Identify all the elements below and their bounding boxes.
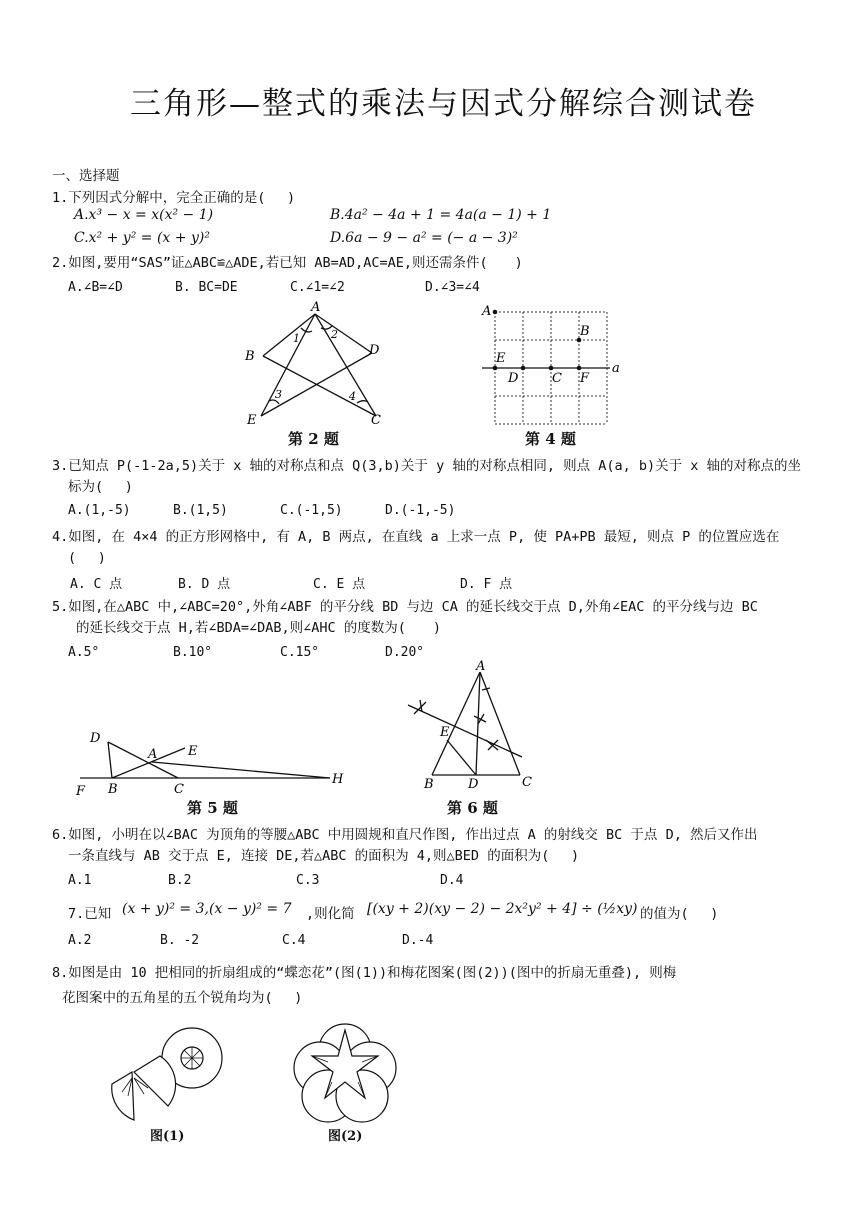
q7-option-a[interactable]: A.2: [68, 933, 92, 948]
segment-ah: [152, 762, 330, 778]
label-a: A: [482, 304, 492, 319]
q7-expression: [(xy + 2)(xy − 2) − 2x²y² + 4] ÷ (½xy): [367, 901, 638, 917]
label-e: E: [496, 351, 506, 366]
q7-option-c[interactable]: C.4: [282, 933, 306, 948]
q7-suffix: 的值为( ): [640, 906, 719, 922]
q4-stem-line1: 4.如图, 在 4×4 的正方形网格中, 有 A, B 两点, 在直线 a 上求一点 P, 使 PA+PB 最短, 则点 P 的位置应选在: [52, 529, 780, 545]
q5-option-d[interactable]: D.20°: [385, 645, 425, 660]
label-d: D: [508, 371, 519, 386]
arc-mark: [474, 714, 486, 724]
q4-option-d[interactable]: D. F 点: [460, 577, 513, 592]
q3-option-d[interactable]: D.(-1,-5): [385, 503, 456, 518]
q5-stem-line2: 的延长线交于点 H,若∠BDA=∠DAB,则∠AHC 的度数为( ): [76, 620, 442, 636]
point-f: [577, 366, 582, 371]
label-line-a: a: [612, 361, 620, 376]
figure-q4: [480, 300, 630, 430]
label-a: A: [476, 659, 486, 674]
segment-bc: [263, 356, 376, 416]
figure-q2-caption: 第 2 题: [288, 430, 339, 448]
figure-q2: [235, 298, 405, 448]
q6-option-b[interactable]: B.2: [168, 873, 192, 888]
point-d: [521, 366, 526, 371]
point-e: [493, 366, 498, 371]
q7-option-b[interactable]: B. -2: [160, 933, 200, 948]
label-d: D: [369, 343, 380, 358]
q5-option-b[interactable]: B.10°: [173, 645, 213, 660]
label-3: 3: [275, 388, 282, 401]
label-f: F: [76, 784, 86, 799]
q3-stem-line1: 3.已知点 P(-1-2a,5)关于 x 轴的对称点和点 Q(3,b)关于 y 轴的对称点相同, 则点 A(a, b)关于 x 轴的对称点的坐: [52, 458, 801, 474]
label-4: 4: [349, 390, 356, 403]
q3-option-a[interactable]: A.(1,-5): [68, 503, 131, 518]
label-c: C: [174, 782, 184, 797]
figure-q8-1: [100, 1020, 230, 1130]
label-c: C: [371, 413, 381, 428]
segment-ab: [263, 314, 315, 356]
label-e: E: [440, 725, 450, 740]
label-f: F: [580, 371, 590, 386]
segment-de: [447, 740, 476, 775]
q2-option-d[interactable]: D.∠3=∠4: [425, 280, 480, 295]
page-title: 三角形—整式的乘法与因式分解综合测试卷: [130, 86, 757, 122]
q5-stem-line1: 5.如图,在△ABC 中,∠ABC=20°,外角∠ABF 的平分线 BD 与边 CA 的延长线交于点 D,外角∠EAC 的平分线与边 BC: [52, 599, 758, 615]
label-b: B: [245, 349, 255, 364]
label-c: C: [522, 775, 532, 790]
q1-stem: 1.下列因式分解中，完全正确的是( ): [52, 190, 296, 206]
q6-option-d[interactable]: D.4: [440, 873, 464, 888]
section-heading: 一、选择题: [52, 168, 120, 184]
label-2: 2: [331, 328, 338, 341]
q3-stem-line2: 标为( ): [68, 479, 133, 495]
q4-option-c[interactable]: C. E 点: [313, 577, 366, 592]
label-1: 1: [293, 332, 300, 345]
label-e: E: [188, 744, 198, 759]
q4-option-b[interactable]: B. D 点: [178, 577, 231, 592]
label-h: H: [332, 772, 344, 787]
label-d: D: [468, 777, 479, 792]
q5-option-c[interactable]: C.15°: [280, 645, 320, 660]
label-c: C: [552, 371, 562, 386]
q1-option-b[interactable]: B.4a² − 4a + 1 = 4a(a − 1) + 1: [330, 207, 552, 223]
segment-db: [108, 742, 112, 778]
figure-q4-caption: 第 4 题: [525, 430, 576, 448]
q6-stem-line2: 一条直线与 AB 交于点 E, 连接 DE,若△ABC 的面积为 4,则△BED 的面积为( ): [68, 848, 580, 864]
q6-stem-line1: 6.如图, 小明在以∠BAC 为顶角的等腰△ABC 中用圆规和直尺作图, 作出过点 A 的射线交 BC 于点 D, 然后又作出: [52, 827, 758, 843]
point-c: [549, 366, 554, 371]
label-a: A: [148, 747, 158, 762]
figure-q6: [400, 660, 550, 795]
segment-ac: [480, 672, 520, 775]
label-b: B: [424, 777, 434, 792]
q6-option-c[interactable]: C.3: [296, 873, 320, 888]
q1-option-d[interactable]: D.6a − 9 − a² = (− a − 3)²: [330, 230, 518, 246]
figure-q8-2-caption: 图(2): [328, 1129, 363, 1144]
figure-q5: [70, 725, 360, 805]
segment-ab: [432, 672, 480, 775]
figure-q6-caption: 第 6 题: [447, 799, 498, 817]
q6-option-a[interactable]: A.1: [68, 873, 92, 888]
angle-4-arc: [357, 401, 368, 403]
label-a: A: [311, 300, 321, 315]
q2-stem: 2.如图,要用“SAS”证△ABC≌△ADE,若已知 AB=AD,AC=AE,则还需条件( ): [52, 255, 523, 271]
q4-option-a[interactable]: A. C 点: [70, 577, 123, 592]
segment-dc: [108, 742, 178, 778]
q2-option-a[interactable]: A.∠B=∠D: [68, 280, 123, 295]
q3-option-b[interactable]: B.(1,5): [173, 503, 228, 518]
figure-q5-caption: 第 5 题: [187, 799, 238, 817]
q2-option-c[interactable]: C.∠1=∠2: [290, 280, 345, 295]
label-d: D: [90, 731, 101, 746]
q1-option-c[interactable]: C.x² + y² = (x + y)²: [74, 230, 210, 246]
q3-option-c[interactable]: C.(-1,5): [280, 503, 343, 518]
q4-stem-line2: ( ): [68, 550, 106, 566]
q8-stem-line1: 8.如图是由 10 把相同的折扇组成的“蝶恋花”(图(1))和梅花图案(图(2))(图中的折扇无重叠), 则梅: [52, 965, 677, 981]
q7-condition: (x + y)² = 3,(x − y)² = 7: [122, 901, 292, 917]
q8-stem-line2: 花图案中的五角星的五个锐角均为( ): [62, 990, 303, 1006]
q1-option-a[interactable]: A.x³ − x = x(x² − 1): [74, 207, 214, 223]
q7-mid: ,则化简: [306, 906, 355, 922]
q5-option-a[interactable]: A.5°: [68, 645, 100, 660]
figure-q8-1-caption: 图(1): [150, 1129, 185, 1144]
figure-q8-2: [290, 1018, 400, 1128]
label-e: E: [247, 413, 257, 428]
q2-option-b[interactable]: B. BC=DE: [175, 280, 238, 295]
q7-option-d[interactable]: D.-4: [402, 933, 434, 948]
q7-prefix: 7.已知: [68, 906, 112, 922]
point-a: [493, 310, 498, 315]
label-b: B: [108, 782, 118, 797]
segment-ad: [315, 314, 372, 353]
perpendicular-bisector: [408, 705, 522, 757]
label-b: B: [580, 324, 590, 339]
